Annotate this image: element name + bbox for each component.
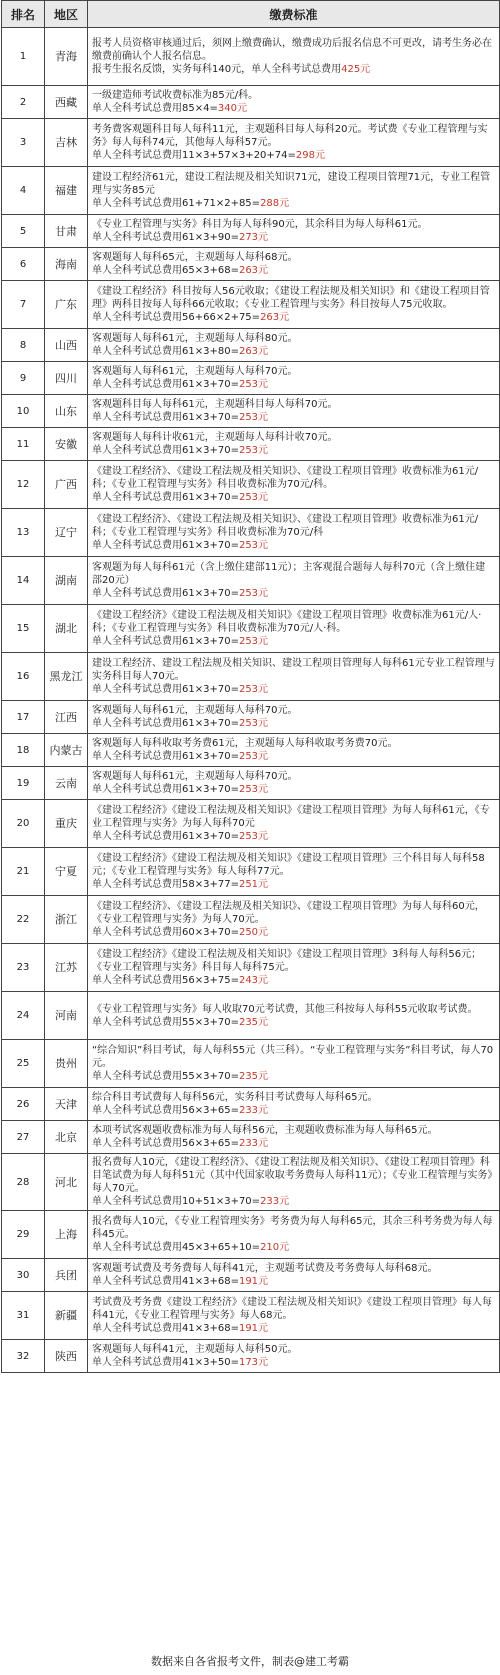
fee-text: 客观题科目每人每科61元，主观题科目每人每科70元。 [92,399,338,410]
total-fee: 191元 [238,1323,269,1334]
total-formula [92,264,495,277]
region-cell: 辽宁 [45,509,88,557]
total-fee: 233元 [260,1196,290,1207]
rank-cell: 21 [2,848,45,896]
region-cell: 湖南 [45,557,88,605]
total-formula [92,878,495,891]
rank-cell: 28 [2,1154,45,1211]
table-row [2,800,500,848]
rank-cell: 22 [2,896,45,944]
total-fee: 253元 [238,784,269,795]
table-row [2,281,500,329]
fee-description [92,171,495,197]
total-fee: 253元 [238,445,269,456]
fee-cell [88,848,500,896]
rank-cell: 24 [2,992,45,1040]
fee-text: 《建设工程经济》、《建设工程法规及相关知识》、《建设工程项目管理》收费标准为61元/科；《专业工程管理与实务》科目收费标准为70元/科 [92,514,479,538]
fee-description [92,1124,495,1137]
fee-cell [88,992,500,1040]
rank-cell: 4 [2,167,45,215]
region-cell: 河南 [45,992,88,1040]
fee-text: 单人全科考试总费用56+66×2+75= [92,312,261,323]
total-fee: 425元 [341,64,371,75]
fee-cell [88,329,500,362]
total-formula [92,683,495,696]
fee-cell [88,653,500,701]
region-cell: 西藏 [45,86,88,119]
region-cell: 湖北 [45,605,88,653]
fee-description [92,948,495,974]
fee-text: 单人全科考试总费用61×3+70= [92,784,239,795]
rank-cell: 32 [2,1340,45,1373]
total-fee: 191元 [238,1276,269,1287]
rank-cell: 2 [2,86,45,119]
total-formula [92,378,495,391]
region-cell: 山东 [45,395,88,428]
total-formula [92,1322,495,1335]
fee-text: “综合知识”科目考试，每人每科55元（共三科）。“专业工程管理与实务”科目考试，每人70元。 [92,1045,494,1069]
total-formula [92,1137,495,1150]
fee-cell [88,248,500,281]
total-formula [92,1195,495,1208]
total-formula [92,635,495,648]
fee-description [92,561,495,587]
fee-text: 客观题每人每科61元，主观题每人每科70元。 [92,771,298,782]
fee-text: 单人全科考试总费用11×3+57×3+20+74= [92,150,296,161]
fee-cell [88,509,500,557]
total-fee: 340元 [217,103,247,114]
header-rank: 排名 [2,1,45,28]
region-cell: 新疆 [45,1292,88,1340]
table-row [2,557,500,605]
total-fee: 263元 [260,312,290,323]
fee-text: 单人全科考试总费用61×3+70= [92,718,239,729]
table-row [2,767,500,800]
total-formula [92,102,495,115]
fee-text: 客观题每人每科61元，主观题每人每科80元。 [92,333,298,344]
fee-text: 报名费每人10元，《建设工程经济》、《建设工程法规及相关知识》、《建设工程项目管理》科目笔试费为每人每科51元（其中代国家收取考务费每人每科11元）；《专业工程管理与实务》每人70元。 [92,1157,493,1194]
fee-text: 单人全科考试总费用65×3+68= [92,265,239,276]
fee-text: 报名费每人10元，《专业工程管理实务》考务费为每人每科65元，其余三科考务费为每人每科45元。 [92,1216,493,1240]
table-row [2,86,500,119]
fee-description [92,1091,495,1104]
total-formula [92,149,495,162]
fee-description [92,89,495,102]
fee-cell [88,215,500,248]
fee-description [92,1343,495,1356]
fee-text: 单人全科考试总费用61×3+70= [92,831,239,842]
total-formula [92,1275,495,1288]
fee-description [92,251,495,264]
table-row [2,28,500,86]
fee-text: 《建设工程经济》科目按每人56元收取；《建设工程法规及相关知识》和《建设工程项目管理》两科目按每人每科66元收取；《专业工程管理与实务》科目按每人75元收取。 [92,286,490,310]
total-fee: 235元 [238,1071,269,1082]
total-fee: 251元 [238,879,269,890]
rank-cell: 26 [2,1088,45,1121]
total-fee: 233元 [238,1105,269,1116]
total-fee: 173元 [238,1357,269,1368]
fee-cell [88,701,500,734]
region-cell: 四川 [45,362,88,395]
total-fee: 250元 [238,927,269,938]
table-row [2,1040,500,1088]
table-row [2,992,500,1040]
region-cell: 内蒙古 [45,734,88,767]
fee-text: 《建设工程经济》《建设工程法规及相关知识》《建设工程项目管理》3科每人每科56元；《专业工程管理与实务》科目每人每科75元。 [92,949,482,973]
rank-cell: 18 [2,734,45,767]
fee-text: 客观题每人每科65元，主观题每人每科68元。 [92,252,298,263]
fee-cell [88,605,500,653]
total-formula [92,197,495,210]
region-cell: 江西 [45,701,88,734]
table-row [2,215,500,248]
region-cell: 广东 [45,281,88,329]
rank-cell: 6 [2,248,45,281]
fee-text: 《专业工程管理与实务》每人收取70元考试费，其他三科按每人每科55元收取考试费。 [92,1003,478,1015]
fee-cell [88,1340,500,1373]
fee-text: 单人全科考试总费用61×3+70= [92,412,239,423]
table-row [2,1154,500,1211]
total-formula [92,717,495,730]
fee-cell [88,395,500,428]
fee-text: 建设工程经济、建设工程法规及相关知识、建设工程项目管理每人每科61元专业工程管理与实务科目每人70元。 [92,658,495,682]
fee-text: 单人全科考试总费用61×3+90= [92,232,239,243]
fee-cell [88,428,500,461]
fee-cell [88,896,500,944]
table-row [2,848,500,896]
fee-text: 《建设工程经济》《建设工程法规及相关知识》《建设工程项目管理》三个科目每人每科58元；《专业工程管理与实务》每人每科77元。 [92,853,485,877]
fee-cell [88,1292,500,1340]
total-fee: 253元 [238,684,269,695]
total-fee: 273元 [238,232,269,243]
rank-cell: 25 [2,1040,45,1088]
total-formula [92,750,495,763]
table-row [2,509,500,557]
rank-cell: 11 [2,428,45,461]
fee-description [92,513,495,539]
total-fee: 233元 [238,1138,269,1149]
fee-cell [88,944,500,992]
fee-text: 客观题考试费及考务费每人每科41元，主观题考试费及考务费每人每科68元。 [92,1263,438,1274]
table-row [2,1292,500,1340]
total-formula [92,411,495,424]
fee-text: 客观题为每人每科61元（含上缴住建部11元）；主客观混合题每人每科70元（含上缴住建部20元） [92,562,486,586]
fee-text: 单人全科考试总费用61+71×2+85= [92,198,261,209]
fee-cell [88,28,500,86]
fee-description [92,1262,495,1275]
fee-text: 建设工程经济61元，建设工程法规及相关知识71元，建设工程项目管理71元，专业工程管理与实务85元 [92,172,491,196]
fee-text: 单人全科考试总费用61×3+70= [92,379,239,390]
total-formula [92,783,495,796]
rank-cell: 7 [2,281,45,329]
total-fee: 253元 [238,831,269,842]
total-fee: 243元 [238,975,269,986]
rank-cell: 8 [2,329,45,362]
fee-text: 单人全科考试总费用85×4= [92,103,218,114]
fee-cell [88,800,500,848]
rank-cell: 14 [2,557,45,605]
fee-text: 《建设工程经济》、《建设工程法规及相关知识》、《建设工程项目管理》为每人每科60元，《专业工程管理与实务》为每人70元。 [92,901,485,925]
total-formula [92,311,495,324]
fee-text: 单人全科考试总费用61×3+70= [92,588,239,599]
fee-description [92,1003,495,1016]
table-row [2,896,500,944]
fee-description [92,1215,495,1241]
fee-description [92,365,495,378]
total-formula [92,926,495,939]
total-fee: 235元 [238,1016,269,1028]
total-formula [92,345,495,358]
region-cell: 陕西 [45,1340,88,1373]
region-cell: 福建 [45,167,88,215]
total-formula [92,1356,495,1369]
region-cell: 兵团 [45,1259,88,1292]
fee-description [92,770,495,783]
fee-description [92,123,495,149]
fee-text: 单人全科考试总费用61×3+80= [92,346,239,357]
table-row [2,1340,500,1373]
rank-cell: 19 [2,767,45,800]
total-formula [92,63,495,76]
rank-cell: 30 [2,1259,45,1292]
fee-description [92,37,495,63]
region-cell: 浙江 [45,896,88,944]
fee-text: 单人全科考试总费用61×3+70= [92,492,239,503]
fee-text: 单人全科考试总费用61×3+70= [92,540,239,551]
rank-cell: 15 [2,605,45,653]
fee-text: 单人全科考试总费用41×3+50= [92,1357,239,1368]
rank-cell: 20 [2,800,45,848]
region-cell: 云南 [45,767,88,800]
fee-text: 单人全科考试总费用61×3+70= [92,636,239,647]
rank-cell: 29 [2,1211,45,1259]
region-cell: 吉林 [45,119,88,167]
fee-cell [88,557,500,605]
fee-description [92,804,495,830]
fee-description [92,1044,495,1070]
fee-text: 单人全科考试总费用58×3+77= [92,879,239,890]
rank-cell: 10 [2,395,45,428]
fee-text: 《专业工程管理与实务》科目为每人每科90元，其余科目为每人每科61元。 [92,219,428,230]
total-formula [92,444,495,457]
total-formula [92,1241,495,1254]
table-row [2,428,500,461]
fee-description [92,398,495,411]
region-cell: 甘肃 [45,215,88,248]
fee-text: 综合科目考试费每人每科56元，实务科目考试费每人每科65元。 [92,1092,378,1103]
fee-text: 一级建造师考试收费标准为85元/科。 [92,90,259,101]
total-fee: 253元 [238,540,269,551]
table-row [2,944,500,992]
fee-text: 本项考试客观题收费标准为每人每科56元，主观题收费标准为每人每科65元。 [92,1125,438,1136]
fee-description [92,431,495,444]
fee-text: 单人全科考试总费用55×3+70= [92,1016,239,1028]
total-formula [92,1070,495,1083]
fee-description [92,465,495,491]
fee-text: 单人全科考试总费用61×3+70= [92,445,239,456]
region-cell: 贵州 [45,1040,88,1088]
table-row [2,329,500,362]
fee-cell [88,734,500,767]
fee-text: 单人全科考试总费用56×3+65= [92,1105,239,1116]
fee-cell [88,461,500,509]
total-fee: 210元 [260,1242,290,1253]
fee-description [92,1156,495,1195]
total-fee: 263元 [238,265,269,276]
table-row [2,1088,500,1121]
table-row [2,167,500,215]
fee-cell [88,1040,500,1088]
total-fee: 253元 [238,636,269,647]
rank-cell: 23 [2,944,45,992]
fee-description [92,332,495,345]
fee-text: 单人全科考试总费用61×3+70= [92,751,239,762]
fee-cell [88,1259,500,1292]
fee-text: 客观题每人每科收取考务费61元，主观题每人每科收取考务费70元。 [92,738,398,749]
fee-text: 《建设工程经济》《建设工程法规及相关知识》《建设工程项目管理》收费标准为61元/人·科；《专业工程管理与实务》科目收费标准为70元/人·科。 [92,610,482,634]
fee-text: 《建设工程经济》、《建设工程法规及相关知识》、《建设工程项目管理》收费标准为61元/科；《专业工程管理与实务》科目收费标准为70元/科。 [92,466,479,490]
fee-text: 单人全科考试总费用61×3+70= [92,684,239,695]
rank-cell: 27 [2,1121,45,1154]
table-row [2,1259,500,1292]
total-formula [92,830,495,843]
table-row [2,461,500,509]
total-fee: 253元 [238,412,269,423]
fee-cell [88,1121,500,1154]
fee-text: 单人全科考试总费用55×3+70= [92,1071,239,1082]
region-cell: 重庆 [45,800,88,848]
fee-description [92,900,495,926]
fee-text: 报考人员资格审核通过后，须网上缴费确认，缴费成功后报名信息不可更改，请考生务必在缴费前确认个人报名信息。 [92,38,492,62]
fee-text: 报考生报名反馈，实务每科140元，单人全科考试总费用 [92,64,342,75]
fee-description [92,704,495,717]
total-formula [92,974,495,987]
fee-text: 单人全科考试总费用10+51×3+70= [92,1196,261,1207]
region-cell: 山西 [45,329,88,362]
fee-text: 考试费及考务费《建设工程经济》《建设工程法规及相关知识》《建设工程项目管理》每人每科41元，《专业工程管理与实务》每人68元。 [92,1297,492,1321]
table-row [2,395,500,428]
region-cell: 上海 [45,1211,88,1259]
total-formula [92,539,495,552]
source-note: 数据来自各省报考文件，制表@建工考霸 [151,1655,349,1668]
region-cell: 安徽 [45,428,88,461]
fee-description [92,218,495,231]
fee-description [92,657,495,683]
table-row [2,1211,500,1259]
table-row [2,734,500,767]
fee-cell [88,167,500,215]
fee-cell [88,767,500,800]
fee-text: 单人全科考试总费用45×3+65+10= [92,1242,261,1253]
table-row [2,701,500,734]
fee-table [1,0,500,1373]
fee-description [92,609,495,635]
table-body [2,28,500,1373]
fee-cell [88,281,500,329]
fee-cell [88,1088,500,1121]
fee-description [92,852,495,878]
fee-text: 单人全科考试总费用41×3+68= [92,1276,239,1287]
region-cell: 海南 [45,248,88,281]
total-formula [92,231,495,244]
fee-text: 单人全科考试总费用41×3+68= [92,1323,239,1334]
rank-cell: 9 [2,362,45,395]
region-cell: 广西 [45,461,88,509]
total-fee: 253元 [238,718,269,729]
fee-cell [88,1211,500,1259]
total-formula [92,1104,495,1117]
total-fee: 298元 [295,150,325,161]
fee-cell [88,1154,500,1211]
fee-text: 客观题每人每科61元，主观题每人每科70元。 [92,705,298,716]
fee-text: 单人全科考试总费用56×3+65= [92,1138,239,1149]
rank-cell: 5 [2,215,45,248]
total-formula [92,1016,495,1029]
fee-text: 考务费客观题科目每人每科11元，主观题科目每人每科20元。考试费《专业工程管理与实务》每人每科74元，其他每人每科57元。 [92,124,488,148]
rank-cell: 3 [2,119,45,167]
fee-cell [88,86,500,119]
region-cell: 宁夏 [45,848,88,896]
table-row [2,119,500,167]
region-cell: 青海 [45,28,88,86]
table-row [2,653,500,701]
region-cell: 江苏 [45,944,88,992]
total-formula [92,587,495,600]
total-fee: 253元 [238,751,269,762]
fee-text: 《建设工程经济》《建设工程法规及相关知识》《建设工程项目管理》为每人每科61元，《专业工程管理与实务》为每人每科70元 [92,805,490,829]
header-region: 地区 [45,1,88,28]
fee-description [92,285,495,311]
table-row [2,248,500,281]
fee-text: 客观题每人每科61元，主观题每人每科70元。 [92,366,298,377]
fee-cell [88,119,500,167]
fee-text: 单人全科考试总费用56×3+75= [92,975,239,986]
table-header-row [2,1,500,28]
rank-cell: 13 [2,509,45,557]
fee-text: 单人全科考试总费用60×3+70= [92,927,239,938]
region-cell: 天津 [45,1088,88,1121]
rank-cell: 12 [2,461,45,509]
total-fee: 253元 [238,379,269,390]
table-row [2,362,500,395]
region-cell: 黑龙江 [45,653,88,701]
table-row [2,1121,500,1154]
region-cell: 河北 [45,1154,88,1211]
total-fee: 288元 [260,198,290,209]
table-row [2,605,500,653]
header-fee: 缴费标准 [88,1,500,28]
fee-description [92,737,495,750]
rank-cell: 31 [2,1292,45,1340]
total-fee: 253元 [238,492,269,503]
region-cell: 北京 [45,1121,88,1154]
fee-text: 客观题每人每科41元，主观题每人每科50元。 [92,1344,298,1355]
total-fee: 263元 [238,346,269,357]
rank-cell: 1 [2,28,45,86]
fee-cell [88,362,500,395]
rank-cell: 16 [2,653,45,701]
total-formula [92,491,495,504]
fee-description [92,1296,495,1322]
total-fee: 253元 [238,588,269,599]
rank-cell: 17 [2,701,45,734]
fee-text: 客观题每人每科计收61元，主观题每人每科计收70元。 [92,432,338,443]
